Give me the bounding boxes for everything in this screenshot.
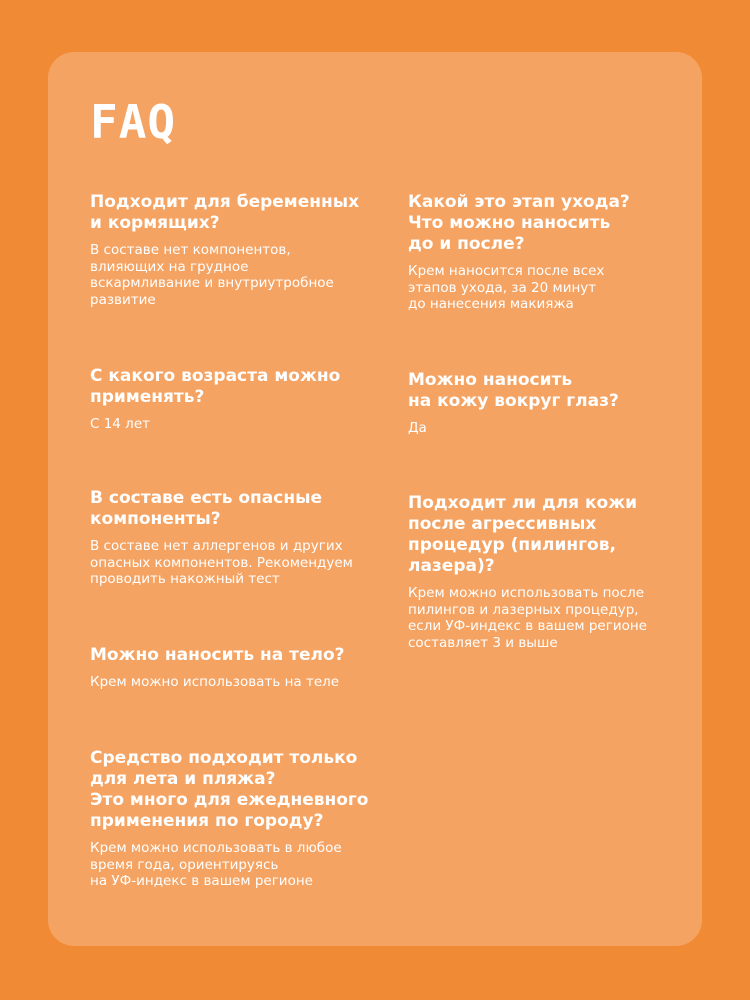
- faq-item-aggressive-procedures: [408, 493, 688, 651]
- faq-item-dangerous-components: [90, 488, 390, 588]
- faq-question: С какого возраста можно применять?: [90, 366, 341, 407]
- faq-item-season: [90, 748, 390, 890]
- faq-question: В составе есть опасные компоненты?: [90, 488, 322, 529]
- faq-question: Можно наносить на кожу вокруг глаз?: [408, 370, 619, 411]
- faq-item-age: [90, 366, 390, 433]
- faq-question: Подходит для беременных и кормящих?: [90, 192, 360, 233]
- faq-answer: Крем можно использовать на теле: [90, 674, 340, 690]
- faq-question: Какой это этап ухода? Что можно наносить до и после?: [408, 192, 630, 254]
- faq-item-body: [90, 645, 390, 691]
- faq-question: Можно наносить на тело?: [90, 645, 345, 665]
- faq-question: Средство подходит только для лета и пляжа? Это много для ежедневного применения по городу?: [90, 748, 369, 831]
- faq-question: Подходит ли для кожи после агрессивных процедур (пилингов, лазера)?: [408, 493, 638, 576]
- faq-title: FAQ: [90, 95, 177, 149]
- faq-answer: В составе нет аллергенов и других опасных компонентов. Рекомендуем проводить накожный тест: [90, 538, 353, 587]
- faq-card: [48, 52, 702, 946]
- faq-answer: Крем наносится после всех этапов ухода, за 20 минут до нанесения макияжа: [408, 263, 605, 312]
- faq-item-eye-area: [408, 370, 688, 437]
- faq-answer: Да: [408, 420, 427, 436]
- faq-item-care-stage: [408, 192, 688, 313]
- faq-answer: Крем можно использовать в любое время года, ориентируясь на УФ-индекс в вашем регионе: [90, 840, 342, 889]
- faq-answer: Крем можно использовать после пилингов и лазерных процедур, если УФ-индекс в вашем регионе составляет 3 и выше: [408, 585, 647, 651]
- faq-item-pregnancy: [90, 192, 390, 308]
- faq-answer: В составе нет компонентов, влияющих на грудное вскармливание и внутриутробное развитие: [90, 242, 334, 308]
- faq-answer: С 14 лет: [90, 416, 150, 432]
